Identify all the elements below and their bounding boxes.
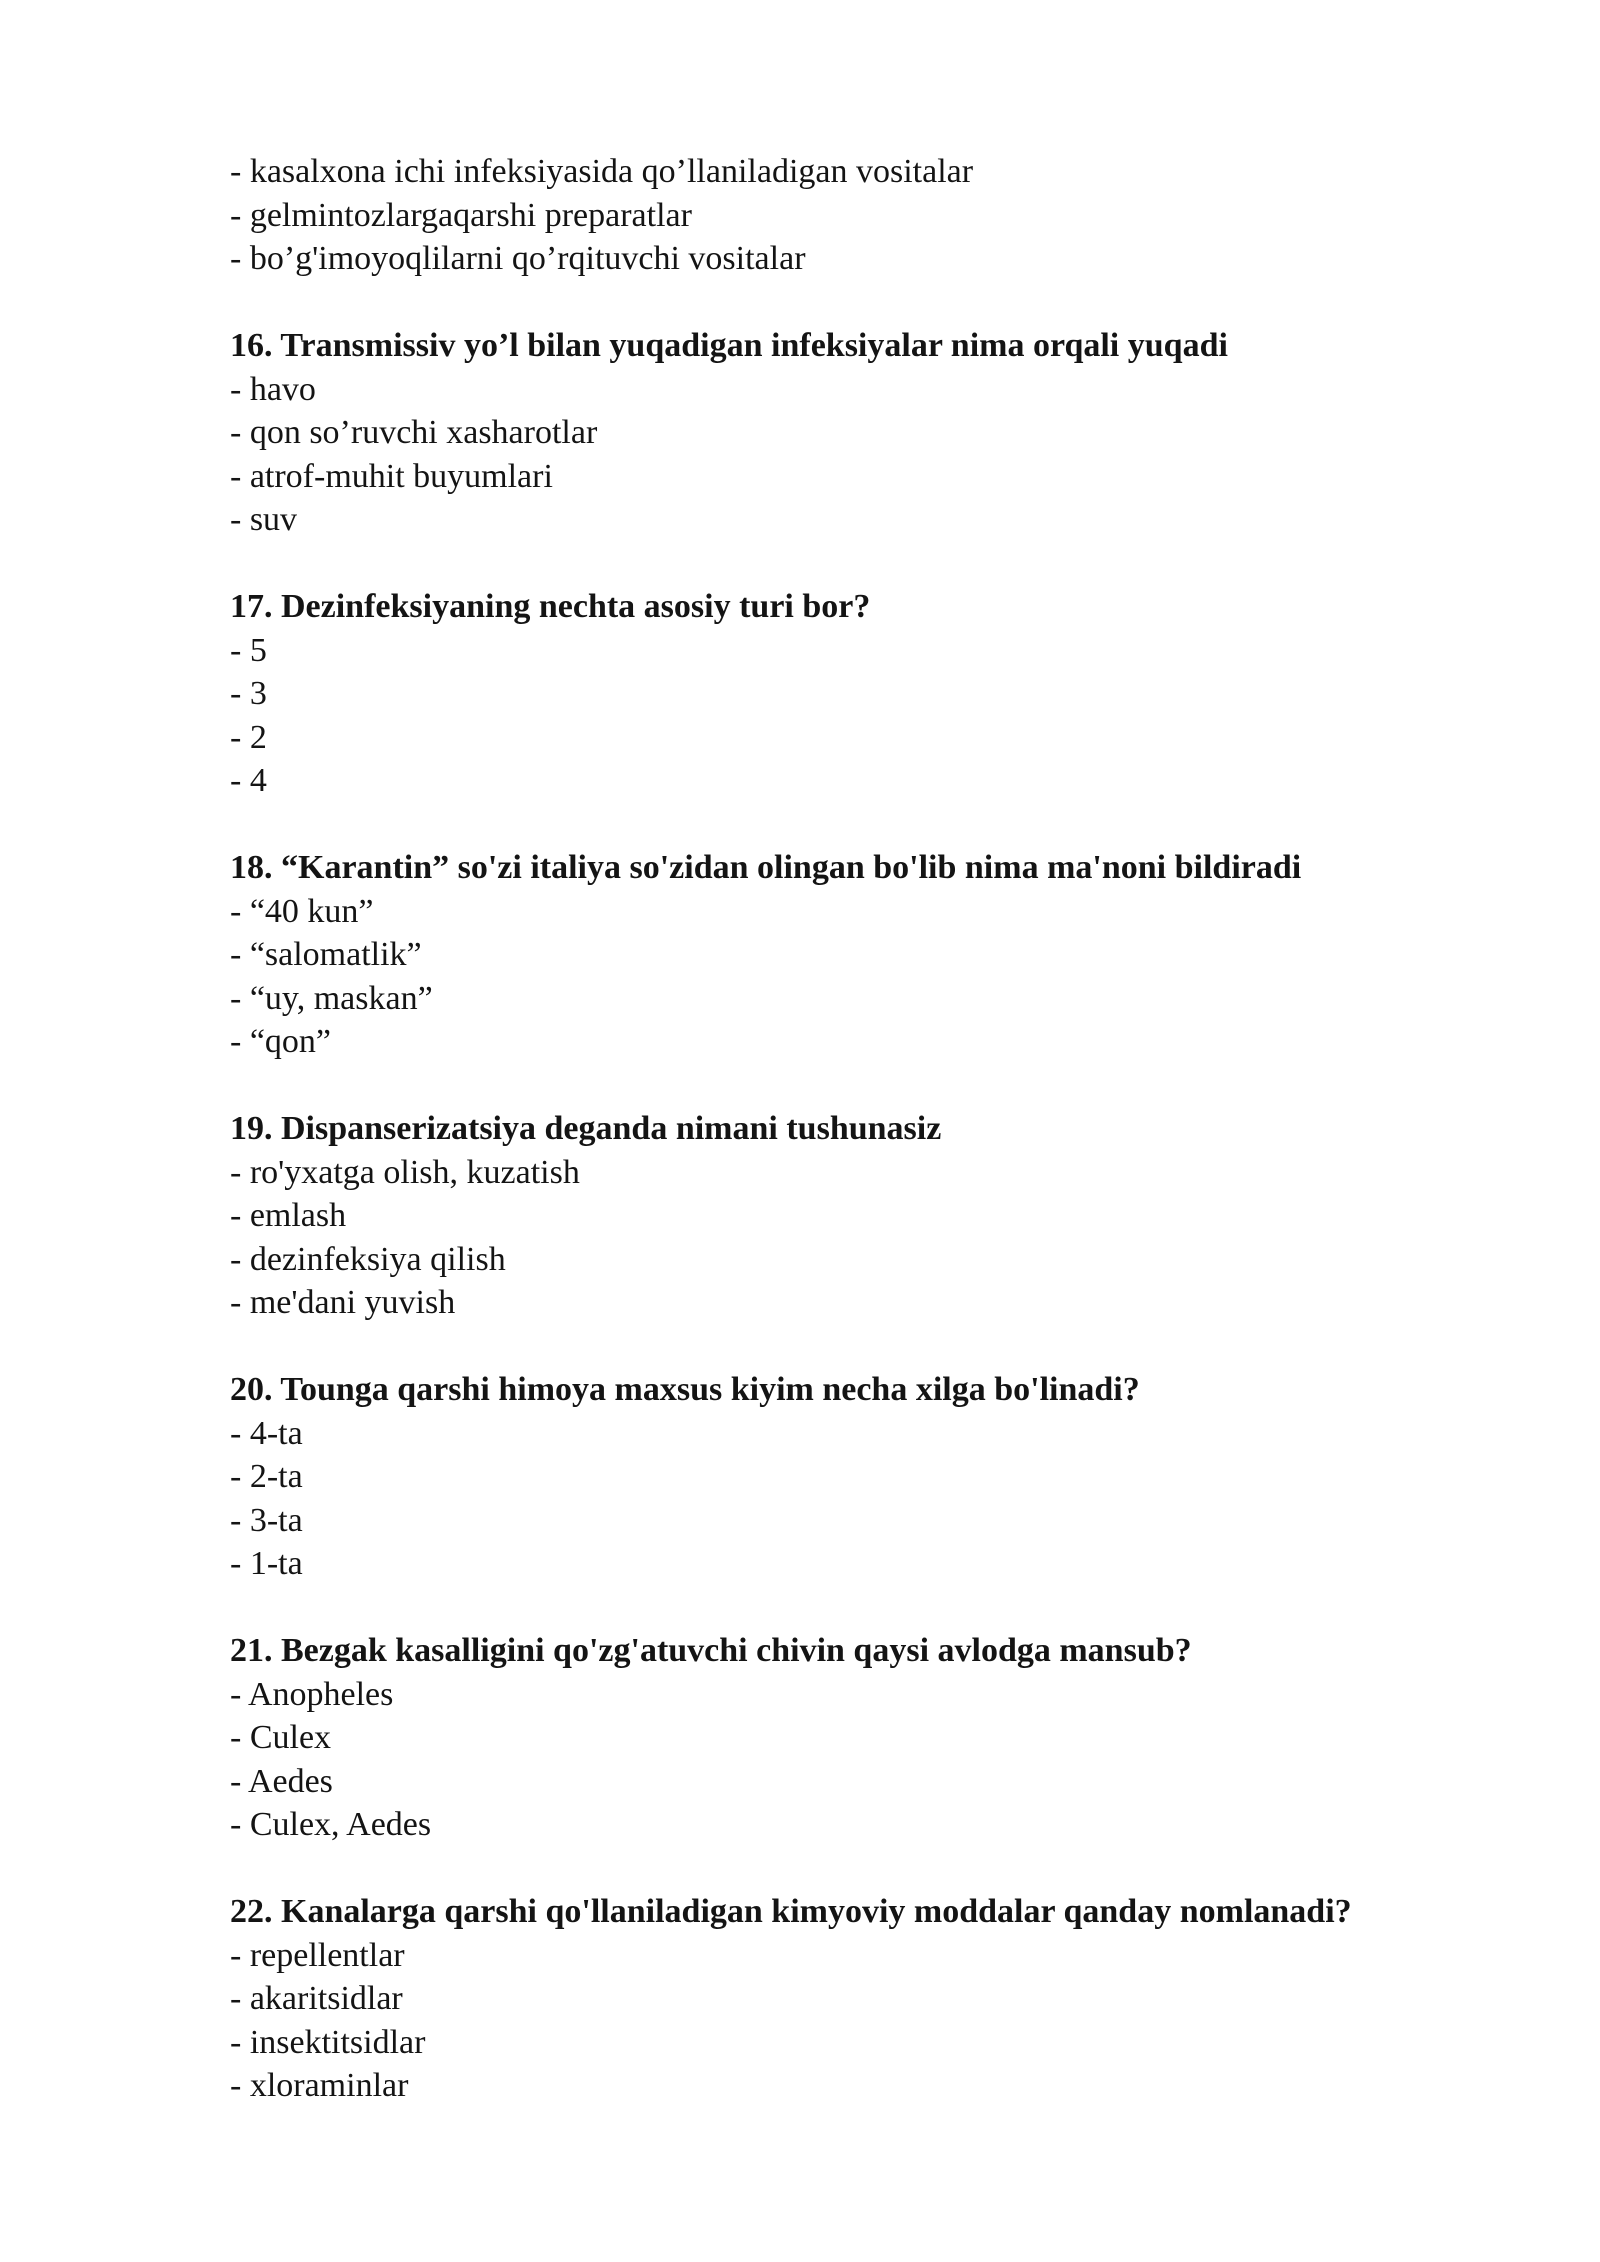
quiz-page	[230, 150, 1550, 2108]
question-block-18	[230, 846, 1550, 1064]
answer-option: - me'dani yuvish	[230, 1284, 456, 1321]
answer-option: - repellentlar	[230, 1936, 405, 1974]
answer-option: - dezinfeksiya qilish	[230, 1240, 506, 1278]
question-text: 16. Transmissiv yo’l bilan yuqadigan infeksiyalar nima orqali yuqadi	[230, 327, 1228, 364]
answer-option: - ro'yxatga olish, kuzatish	[230, 1153, 580, 1191]
answer-option: - 3	[230, 675, 267, 712]
answer-option: - qon so’ruvchi xasharotlar	[230, 414, 598, 451]
answer-option: - “salomatlik”	[230, 936, 422, 973]
answer-option: - 5	[230, 631, 267, 669]
answer-option: - 2-ta	[230, 1458, 303, 1495]
answer-option: - Aedes	[230, 1762, 333, 1800]
answer-option: - bo’g'imoyoqlilarni qo’rqituvchi vositalar	[230, 240, 806, 277]
question-text: 17. Dezinfeksiyaning nechta asosiy turi bor?	[230, 588, 871, 625]
answer-option: - emlash	[230, 1197, 347, 1234]
answer-option: - suv	[230, 501, 298, 538]
answer-option: - havo	[230, 370, 316, 408]
answer-option: - akaritsidlar	[230, 1980, 403, 2017]
question-block-19	[230, 1107, 1550, 1325]
answer-option: - 2	[230, 718, 267, 756]
question-block-17	[230, 585, 1550, 803]
answer-option: - 4	[230, 762, 267, 799]
leading-options	[230, 150, 1550, 281]
answer-option: - “40 kun”	[230, 892, 374, 930]
question-block-16	[230, 324, 1550, 542]
answer-option: - gelmintozlargaqarshi preparatlar	[230, 196, 692, 234]
question-text: 22. Kanalarga qarshi qo'llaniladigan kimyoviy moddalar qanday nomlanadi?	[230, 1893, 1352, 1930]
answer-option: - kasalxona ichi infeksiyasida qo’llaniladigan vositalar	[230, 153, 974, 190]
answer-option: - “uy, maskan”	[230, 979, 433, 1017]
answer-option: - xloraminlar	[230, 2067, 409, 2104]
answer-option: - Anopheles	[230, 1675, 394, 1713]
question-text: 19. Dispanserizatsiya deganda nimani tushunasiz	[230, 1110, 942, 1147]
answer-option: - insektitsidlar	[230, 2023, 426, 2061]
answer-option: - 3-ta	[230, 1501, 303, 1539]
answer-option: - “qon”	[230, 1023, 332, 1060]
answer-option: - atrof-muhit buyumlari	[230, 457, 553, 495]
question-block-21	[230, 1629, 1550, 1847]
answer-option: - 4-ta	[230, 1414, 303, 1452]
question-block-22	[230, 1890, 1550, 2108]
question-text: 18. “Karantin” so'zi italiya so'zidan olingan bo'lib nima ma'noni bildiradi	[230, 849, 1302, 886]
answer-option: - 1-ta	[230, 1545, 303, 1582]
question-block-20	[230, 1368, 1550, 1586]
question-text: 21. Bezgak kasalligini qo'zg'atuvchi chivin qaysi avlodga mansub?	[230, 1632, 1192, 1669]
answer-option: - Culex, Aedes	[230, 1806, 432, 1843]
question-text: 20. Tounga qarshi himoya maxsus kiyim necha xilga bo'linadi?	[230, 1371, 1140, 1408]
answer-option: - Culex	[230, 1719, 332, 1756]
